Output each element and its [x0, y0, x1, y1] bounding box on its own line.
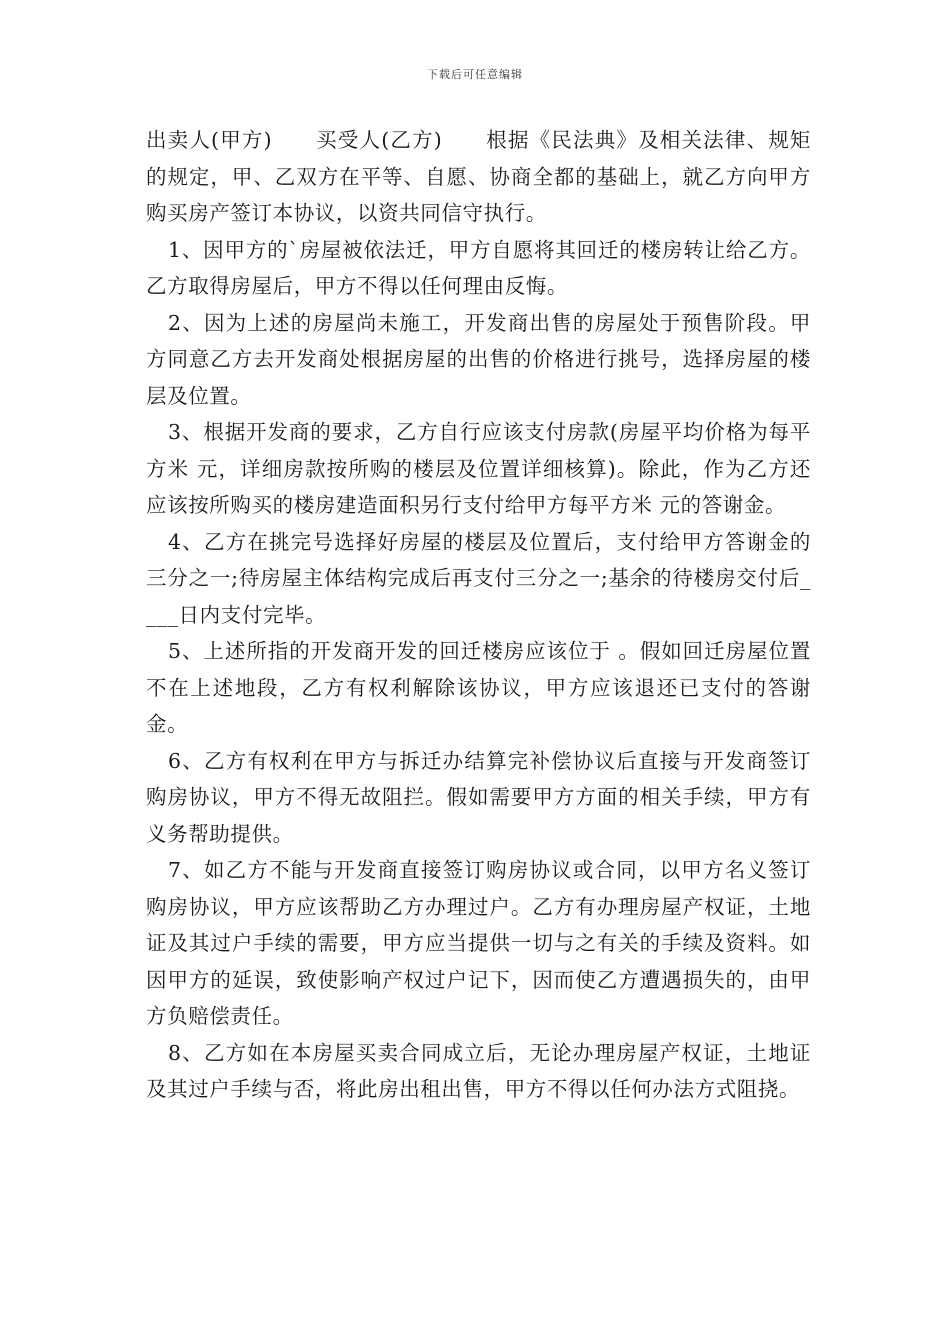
paragraph-clause-4: 4、乙方在挑完号选择好房屋的楼层及位置后，支付给甲方答谢金的三分之一;待房屋主体结构完成后再支付三分之一;基余的待楼房交付后____日内支付完毕。	[146, 529, 811, 627]
paragraph-clause-2: 2、因为上述的房屋尚未施工，开发商出售的房屋处于预售阶段。甲方同意乙方去开发商处根据房屋的出售的价格进行挑号，选择房屋的楼层及位置。	[146, 310, 811, 408]
page-header-note: 下载后可任意编辑	[427, 68, 523, 81]
document-body	[146, 122, 811, 1108]
paragraph-clause-8: 8、乙方如在本房屋买卖合同成立后，无论办理房屋产权证，土地证及其过户手续与否，将此房出租出售，甲方不得以任何办法方式阻挠。	[146, 1040, 811, 1101]
paragraph-intro: 出卖人(甲方) 买受人(乙方) 根据《民法典》及相关法律、规矩的规定，甲、乙双方在平等、自愿、协商全都的基础上，就乙方向甲方购买房产签订本协议，以资共同信守执行。	[146, 128, 811, 225]
paragraph-clause-6: 6、乙方有权利在甲方与拆迁办结算完补偿协议后直接与开发商签订购房协议，甲方不得无故阻拦。假如需要甲方方面的相关手续，甲方有义务帮助提供。	[146, 748, 811, 846]
paragraph-clause-1: 1、因甲方的`房屋被依法迁，甲方自愿将其回迁的楼房转让给乙方。乙方取得房屋后，甲方不得以任何理由反悔。	[146, 237, 811, 298]
paragraph-clause-5: 5、上述所指的开发商开发的回迁楼房应该位于 。假如回迁房屋位置不在上述地段，乙方有权利解除该协议，甲方应该退还已支付的答谢金。	[146, 639, 811, 736]
paragraph-clause-7: 7、如乙方不能与开发商直接签订购房协议或合同，以甲方名义签订购房协议，甲方应该帮助乙方办理过户。乙方有办理房屋产权证，土地证及其过户手续的需要，甲方应当提供一切与之有关的手续及资料。如因甲方的延误，致使影响产权过户记下，因而使乙方遭遇损失的，由甲方负赔偿责任。	[146, 858, 811, 1028]
paragraph-clause-3: 3、根据开发商的要求，乙方自行应该支付房款(房屋平均价格为每平方米 元，详细房款按所购的楼层及位置详细核算)。除此，作为乙方还应该按所购买的楼房建造面积另行支付给甲方每平方米 元的答谢金。	[146, 420, 811, 517]
